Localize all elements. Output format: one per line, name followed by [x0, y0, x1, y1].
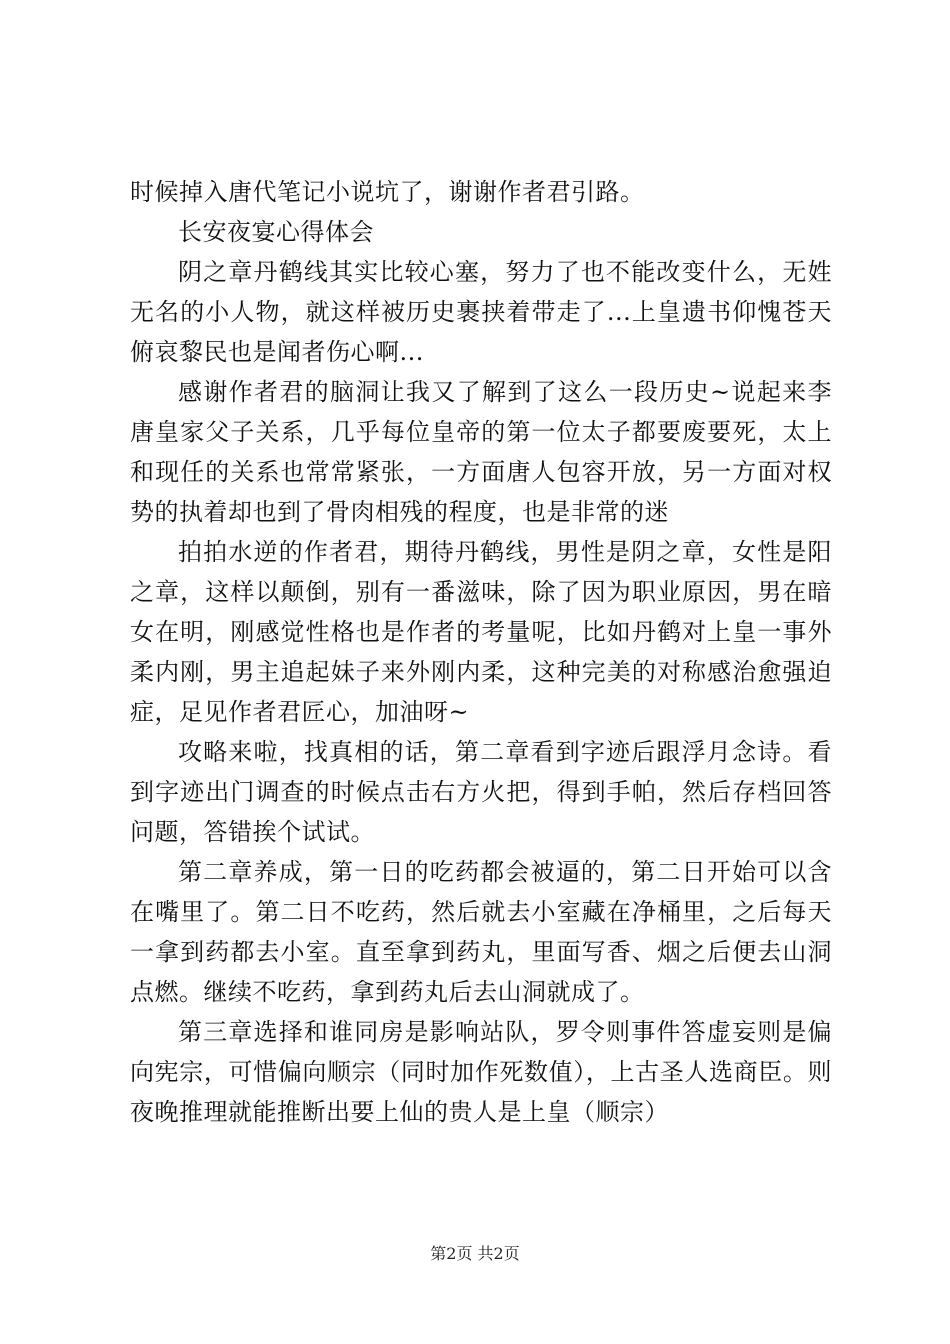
paragraph: 阴之章丹鹤线其实比较心塞，努力了也不能改变什么，无姓无名的小人物，就这样被历史裹挟着带走了...上皇遗书仰愧苍天俯哀黎民也是闻者伤心啊... — [130, 258, 832, 366]
paragraph: 拍拍水逆的作者君，期待丹鹤线，男性是阴之章，女性是阳之章，这样以颠倒，别有一番滋味，除了因为职业原因，男在暗女在明，刚感觉性格也是作者的考量呢，比如丹鹤对上皇一事外柔内刚，男主追起妹子来外刚内柔，这种完美的对称感治愈强迫症，足见作者君匠心，加油呀~ — [130, 538, 832, 726]
body-text — [130, 172, 832, 1132]
section-heading: 长安夜宴心得体会 — [178, 218, 374, 246]
paragraph: 第三章选择和谁同房是影响站队，罗令则事件答虚妄则是偏向宪宗，可惜偏向顺宗（同时加作死数值），上古圣人选商臣。则夜晚推理就能推断出要上仙的贵人是上皇（顺宗） — [130, 1018, 832, 1126]
page-footer: 第2页 共2页 — [430, 1244, 520, 1263]
paragraph: 攻略来啦，找真相的话，第二章看到字迹后跟浮月念诗。看到字迹出门调查的时候点击右方火把，得到手帕，然后存档回答问题，答错挨个试试。 — [130, 738, 832, 846]
paragraph: 时候掉入唐代笔记小说坑了，谢谢作者君引路。 — [130, 178, 645, 206]
paragraph: 感谢作者君的脑洞让我又了解到了这么一段历史~说起来李唐皇家父子关系，几乎每位皇帝的第一位太子都要废要死，太上和现任的关系也常常紧张，一方面唐人包容开放，另一方面对权势的执着却也到了骨肉相残的程度，也是非常的迷 — [130, 378, 832, 526]
paragraph: 第二章养成，第一日的吃药都会被逼的，第二日开始可以含在嘴里了。第二日不吃药，然后就去小室藏在净桶里，之后每天一拿到药都去小室。直至拿到药丸，里面写香、烟之后便去山洞点燃。继续不吃药，拿到药丸后去山洞就成了。 — [130, 858, 832, 1006]
